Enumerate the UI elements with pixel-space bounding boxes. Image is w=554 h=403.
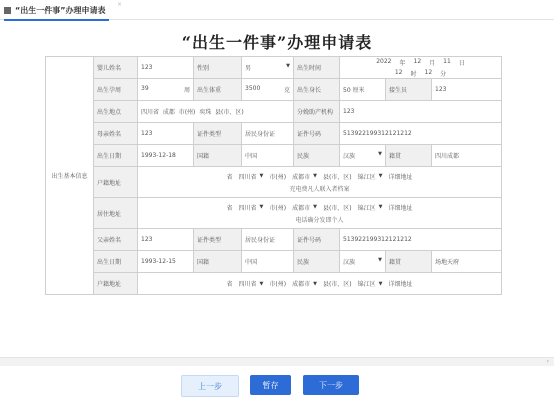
length-label: 出生身长 xyxy=(294,79,340,101)
gender-value: 男 xyxy=(245,65,252,72)
weight-label: 出生体重 xyxy=(194,79,242,101)
gender-select[interactable] xyxy=(242,57,294,79)
mother-dob-input[interactable]: 1993-12-18 xyxy=(138,145,194,167)
mother-huji-label: 户籍地址 xyxy=(94,167,138,198)
chevron-down-icon: ▼ xyxy=(259,280,264,287)
father-huji-label: 户籍地址 xyxy=(94,273,138,295)
father-id-no-input[interactable]: 513922199312121212 xyxy=(340,229,502,251)
city-select[interactable] xyxy=(292,172,317,181)
mother-name-input[interactable]: 123 xyxy=(138,123,194,145)
father-huji-field[interactable] xyxy=(138,273,502,295)
place-city-unit: 市(州) xyxy=(178,109,196,116)
city-value: 成都市 xyxy=(292,281,311,288)
province-value: 四川省 xyxy=(238,281,257,288)
province-unit: 省 xyxy=(226,204,233,212)
midwife-label: 接生员 xyxy=(386,79,432,101)
father-ethnic-label: 民族 xyxy=(294,251,340,273)
father-nation-input[interactable]: 中国 xyxy=(242,251,294,273)
county-select[interactable] xyxy=(358,172,383,181)
chevron-down-icon: ▼ xyxy=(378,173,383,179)
mother-huji-field[interactable] xyxy=(138,167,502,198)
length-input[interactable] xyxy=(340,79,386,101)
birth-minute: 12 xyxy=(424,68,433,76)
birth-place-field[interactable] xyxy=(138,101,294,123)
save-draft-button[interactable]: 暂存 xyxy=(250,375,291,395)
mother-ethnic-label: 民族 xyxy=(294,145,340,167)
gest-value: 39 xyxy=(141,85,149,92)
tab-application-form[interactable] xyxy=(4,2,109,21)
chevron-down-icon: ▼ xyxy=(378,204,383,210)
birth-time-field[interactable] xyxy=(340,57,502,79)
mother-id-type-select[interactable]: 居民身份证 xyxy=(242,123,294,145)
county-select[interactable] xyxy=(358,203,383,212)
mother-residence-note: 电话确分发即个人 xyxy=(295,216,344,224)
day-unit: 日 xyxy=(458,59,465,67)
weight-unit: 克 xyxy=(283,87,290,94)
baby-name-input[interactable]: 123 xyxy=(138,57,194,79)
horizontal-scrollbar[interactable] xyxy=(0,357,554,366)
mother-residence-field[interactable] xyxy=(138,198,502,229)
mother-dob-label: 出生日期 xyxy=(94,145,138,167)
chevron-down-icon: ▼ xyxy=(378,151,382,157)
mother-ethnic-select[interactable] xyxy=(340,145,386,167)
city-select[interactable] xyxy=(292,279,317,288)
city-value: 成都市 xyxy=(292,173,311,181)
year-unit: 年 xyxy=(399,59,406,67)
county-unit: 县(市、区) xyxy=(322,281,352,288)
city-value: 成都市 xyxy=(292,204,311,212)
place-county-unit: 县(市、区) xyxy=(215,109,244,116)
county-value: 锦江区 xyxy=(357,173,376,181)
chevron-down-icon: ▼ xyxy=(378,257,382,263)
mother-nation-label: 国籍 xyxy=(194,145,242,167)
gest-unit: 周 xyxy=(183,87,190,94)
province-select[interactable] xyxy=(239,203,264,212)
section-label: 出生基本信息 xyxy=(46,57,94,295)
length-value: 50 xyxy=(343,87,351,94)
place-province: 四川省 xyxy=(141,109,160,116)
father-dob-input[interactable]: 1993-12-15 xyxy=(138,251,194,273)
chevron-down-icon: ▼ xyxy=(259,173,264,179)
weight-input[interactable] xyxy=(242,79,294,101)
mother-id-no-label: 证件号码 xyxy=(294,123,340,145)
province-select[interactable] xyxy=(239,172,264,181)
tab-label: “出生一件事”办理申请表 xyxy=(15,6,106,15)
place-county: 奕珠 xyxy=(199,109,212,116)
mother-id-type-label: 证件类型 xyxy=(194,123,242,145)
city-unit: 市(州) xyxy=(269,281,287,288)
city-unit: 市(州) xyxy=(269,204,287,212)
hour-unit: 时 xyxy=(410,70,417,78)
province-unit: 省 xyxy=(226,173,233,181)
father-nation-label: 国籍 xyxy=(194,251,242,273)
tab-bar xyxy=(0,0,554,20)
form-scroll-area[interactable] xyxy=(0,20,554,357)
detail-address-label: 详细地址 xyxy=(388,204,413,212)
father-id-type-label: 证件类型 xyxy=(194,229,242,251)
father-name-label: 父亲姓名 xyxy=(94,229,138,251)
tab-close-icon[interactable]: × xyxy=(117,1,123,8)
action-bar xyxy=(0,370,554,400)
midwife-input[interactable]: 123 xyxy=(432,79,502,101)
father-id-type-select[interactable]: 居民身份证 xyxy=(242,229,294,251)
province-value: 四川省 xyxy=(238,173,257,181)
chevron-down-icon: ▼ xyxy=(259,204,264,210)
mother-origin-label: 籍贯 xyxy=(386,145,432,167)
birth-year: 2022 xyxy=(376,57,392,65)
father-ethnic-select[interactable] xyxy=(340,251,386,273)
father-ethnic-value: 汉族 xyxy=(343,259,356,266)
gender-label: 性别 xyxy=(194,57,242,79)
mother-residence-label: 居住地址 xyxy=(94,198,138,229)
mother-nation-input[interactable]: 中国 xyxy=(242,145,294,167)
birth-hour: 12 xyxy=(394,68,403,76)
mother-id-no-input[interactable]: 513922199312121212 xyxy=(340,123,502,145)
mother-ethnic-value: 汉族 xyxy=(343,153,356,160)
mother-origin-input[interactable]: 四川成都 xyxy=(432,145,502,167)
county-unit: 县(市、区) xyxy=(322,204,352,212)
county-value: 锦江区 xyxy=(357,204,376,212)
institution-label: 分娩助产机构 xyxy=(294,101,340,123)
birth-place-label: 出生地点 xyxy=(94,101,138,123)
scroll-right-icon[interactable]: › xyxy=(546,358,549,365)
page-title: “出生一件事”办理申请表 xyxy=(181,33,373,52)
gest-input[interactable] xyxy=(138,79,194,101)
place-city: 成都 xyxy=(162,109,175,116)
father-name-input[interactable]: 123 xyxy=(138,229,194,251)
chevron-down-icon: ▼ xyxy=(313,173,317,179)
chevron-down-icon: ▼ xyxy=(313,280,317,287)
chevron-down-icon: ▼ xyxy=(313,204,317,210)
detail-address-label: 详细地址 xyxy=(388,173,413,181)
father-dob-label: 出生日期 xyxy=(94,251,138,273)
birth-month: 12 xyxy=(413,57,422,65)
prev-button[interactable]: 上一步 xyxy=(181,375,239,397)
father-origin-input[interactable]: 场地天府 xyxy=(432,251,502,273)
weight-value: 3500 xyxy=(245,85,261,92)
county-value: 锦江区 xyxy=(357,281,376,288)
province-value: 四川省 xyxy=(238,204,257,212)
county-unit: 县(市、区) xyxy=(322,173,352,181)
province-unit: 省 xyxy=(226,281,233,288)
form-icon xyxy=(4,7,11,14)
detail-address-label: 详细地址 xyxy=(388,281,413,288)
city-unit: 市(州) xyxy=(269,173,287,181)
father-id-no-label: 证件号码 xyxy=(294,229,340,251)
mother-name-label: 母亲姓名 xyxy=(94,123,138,145)
province-select[interactable] xyxy=(239,279,264,288)
chevron-down-icon: ▼ xyxy=(378,280,383,287)
father-origin-label: 籍贯 xyxy=(386,251,432,273)
mother-huji-note: 充电费凡人联入者档案 xyxy=(289,185,350,193)
baby-name-label: 婴儿姓名 xyxy=(94,57,138,79)
birth-day: 11 xyxy=(443,57,451,65)
birth-time-label: 出生时间 xyxy=(294,57,340,79)
length-unit: 厘米 xyxy=(352,87,365,94)
month-unit: 月 xyxy=(429,59,436,67)
institution-input[interactable]: 123 xyxy=(340,101,502,123)
next-button[interactable]: 下一步 xyxy=(303,375,359,395)
county-select[interactable] xyxy=(358,279,383,288)
gest-label: 出生孕周 xyxy=(94,79,138,101)
application-form-table xyxy=(45,56,502,295)
city-select[interactable] xyxy=(292,203,317,212)
chevron-down-icon: ▼ xyxy=(286,63,290,69)
minute-unit: 分 xyxy=(440,70,447,78)
